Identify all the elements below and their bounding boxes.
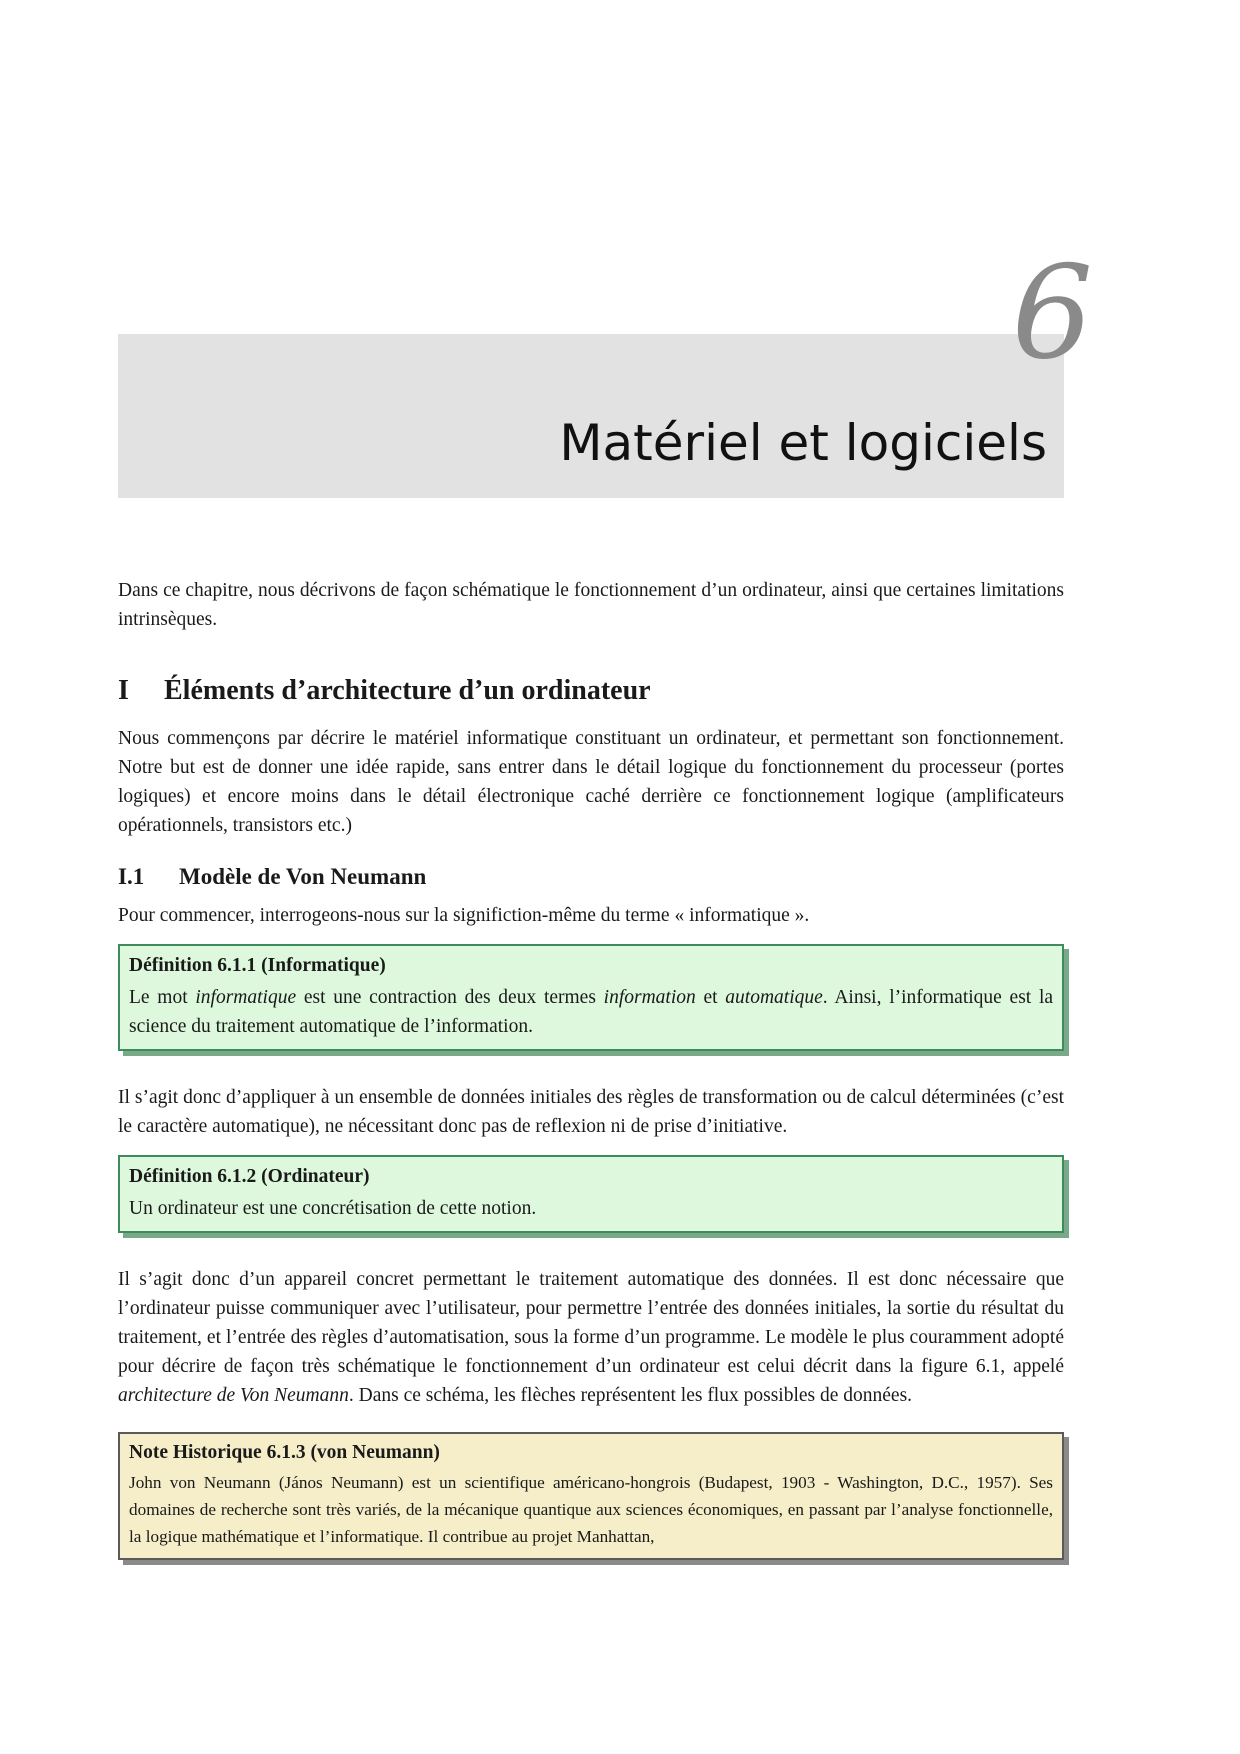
section-paragraph: Nous commençons par décrire le matériel informatique constituant un ordinateur, et permettant son fonctionnement. Notre but est de donner une idée rapide, sans entrer dans le détail logique du fonctionnement du processeur (portes logiques) et encore moins dans le détail électronique caché derrière ce fonctionnement logique (amplificateurs opérationnels, transistors etc.) bbox=[118, 728, 1064, 836]
note-title: Note Historique 6.1.3 (von Neumann) bbox=[129, 1442, 440, 1463]
page-content bbox=[118, 576, 1064, 1560]
chapter-number: 6 bbox=[1011, 239, 1093, 388]
emphasis-term: information bbox=[603, 987, 696, 1008]
definition-body: Un ordinateur est une concrétisation de cette notion. bbox=[129, 1198, 537, 1219]
subsection-paragraph: Pour commencer, interrogeons-nous sur la significtion-même du terme « informatique ». bbox=[118, 905, 810, 926]
emphasis-term: architecture de Von Neumann bbox=[118, 1385, 349, 1406]
definition-title: Définition 6.1.2 (Ordinateur) bbox=[129, 1166, 370, 1187]
section-number: I bbox=[118, 675, 129, 706]
section-title: Éléments d’architecture d’un ordinateur bbox=[164, 675, 651, 706]
note-body: John von Neumann (János Neumann) est un scientifique américano-hongrois (Budapest, 1903 - Washington, D.C., 1957). Ses domaines de recherche sont très variés, de la mécanique quantique aux sciences économiques, en passant par l’analyse fonctionnelle, la logique mathématique et l’informatique. Il contribue au projet Manhattan, bbox=[129, 1473, 1053, 1546]
definition-text: et bbox=[695, 987, 726, 1008]
paragraph-text: . Dans ce schéma, les flèches représentent les flux possibles de données. bbox=[348, 1385, 913, 1406]
historical-note-box bbox=[118, 1432, 1064, 1560]
subsection-heading bbox=[118, 862, 1064, 891]
definition-text: est une contraction des deux termes bbox=[296, 987, 604, 1008]
subsection-number: I.1 bbox=[118, 864, 145, 889]
body-paragraph-2: Il s’agit donc d’appliquer à un ensemble de données initiales des règles de transformation ou de calcul déterminées (c’est le caractère automatique), ne nécessitant donc pas de reflexion ni de prise d’initiative. bbox=[118, 1087, 1064, 1137]
chapter-title: Matériel et logiciels bbox=[559, 414, 1047, 472]
subsection-title: Modèle de Von Neumann bbox=[179, 864, 427, 889]
definition-body bbox=[129, 983, 1053, 1041]
definition-text: Le mot bbox=[129, 987, 196, 1008]
definition-title: Définition 6.1.1 (Informatique) bbox=[129, 955, 386, 976]
body-paragraph-3 bbox=[118, 1265, 1064, 1410]
emphasis-term: automatique bbox=[725, 987, 823, 1008]
intro-paragraph: Dans ce chapitre, nous décrivons de façon schématique le fonctionnement d’un ordinateur, ainsi que certaines limitations intrinsèques. bbox=[118, 580, 1064, 630]
paragraph-text: Il s’agit donc d’un appareil concret permettant le traitement automatique des données. Il est donc nécessaire que l’ordinateur puisse communiquer avec l’utilisateur, pour permettre l’entrée des données initiales, la sortie du résultat du traitement, et l’entrée des règles d’automatisation, sous la forme d’un programme. Le modèle le plus couramment adopté pour décrire de façon très schématique le fonctionnement d’un ordinateur est celui décrit dans la figure 6.1, appelé bbox=[118, 1269, 1064, 1377]
emphasis-term: informatique bbox=[195, 987, 297, 1008]
definition-box-ordinateur bbox=[118, 1155, 1064, 1233]
section-heading bbox=[118, 674, 1064, 708]
definition-box-informatique bbox=[118, 944, 1064, 1051]
definition-text: . Ainsi, l’informatique est la science du traitement automatique de l’information. bbox=[129, 987, 1054, 1037]
